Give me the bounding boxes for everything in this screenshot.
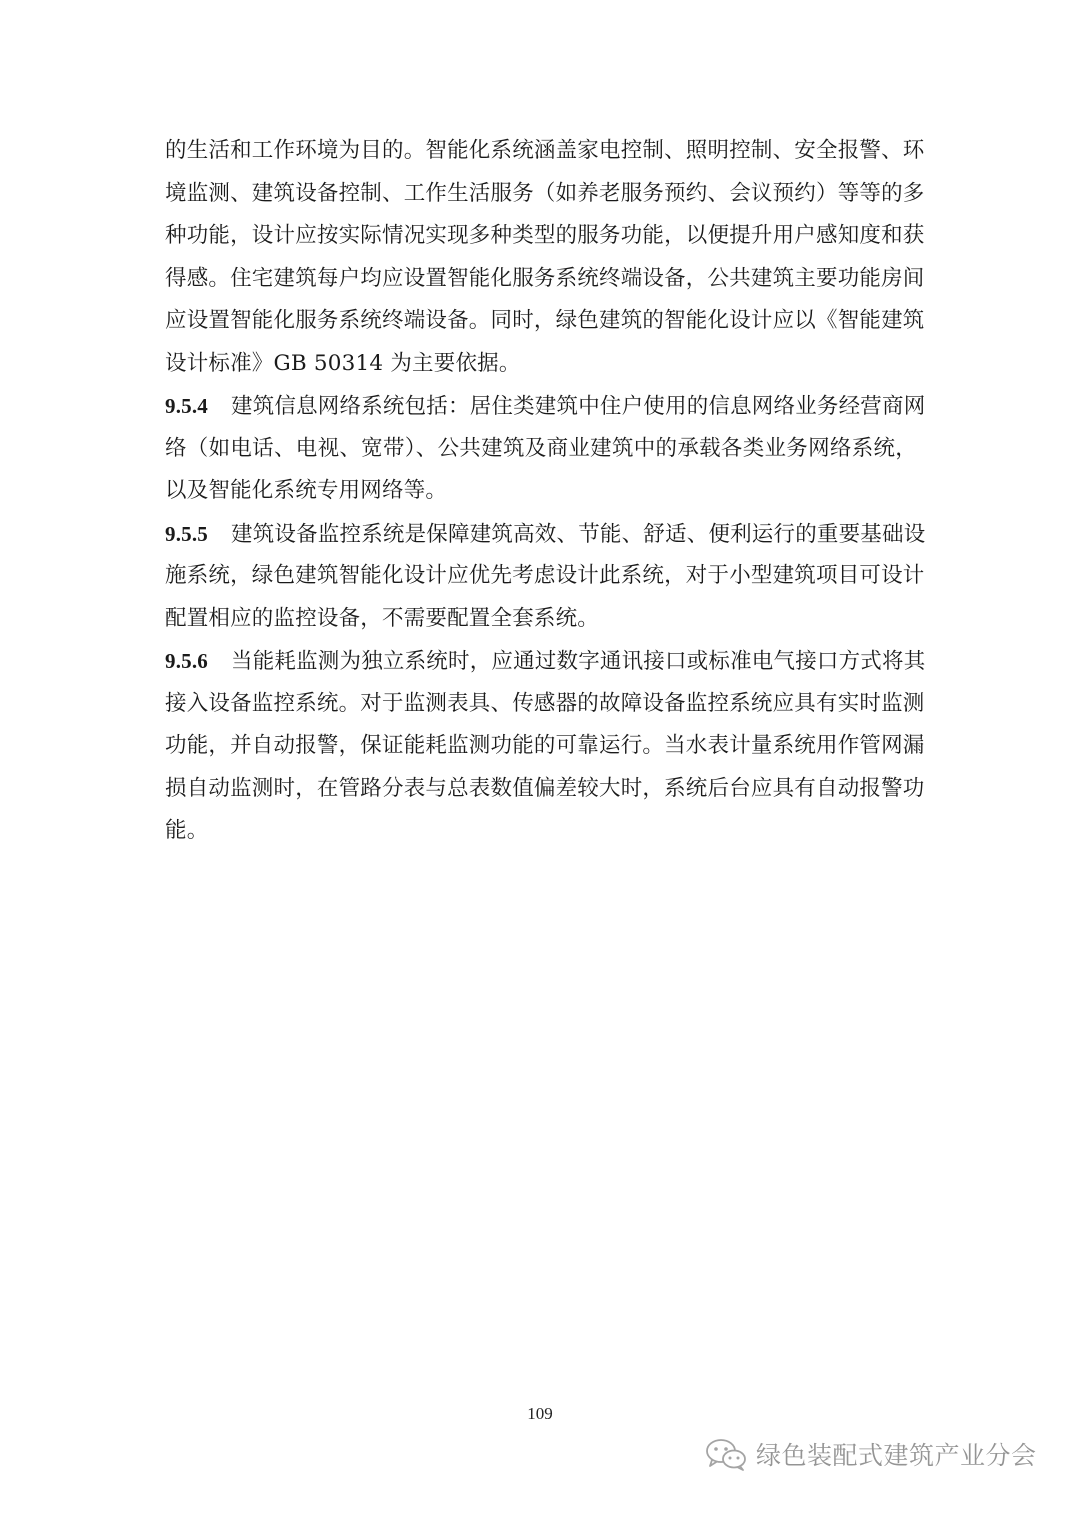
- text-line: 损自动监测时，在管路分表与总表数值偏差较大时，系统后台应具有自动报警功: [165, 775, 925, 801]
- clause-number: 9.5.4: [165, 394, 208, 418]
- text-line: 施系统，绿色建筑智能化设计应优先考虑设计此系统，对于小型建筑项目可设计: [165, 563, 925, 588]
- body-text: [165, 130, 926, 853]
- text-line: 种功能，设计应按实际情况实现多种类型的服务功能，以便提升用户感知度和获: [165, 223, 925, 248]
- text-line: 得感。住宅建筑每户均应设置智能化服务系统终端设备，公共建筑主要功能房间: [165, 265, 925, 291]
- watermark-text: 绿色装配式建筑产业分会: [756, 1441, 1037, 1470]
- text-line: 的生活和工作环境为目的。智能化系统涵盖家电控制、照明控制、安全报警、环: [165, 138, 925, 163]
- watermark: [704, 1436, 1037, 1472]
- text-line: 境监测、建筑设备控制、工作生活服务（如养老服务预约、会议预约）等等的多: [165, 180, 925, 206]
- clause-9-5-4-line: [165, 385, 926, 428]
- text-line: 配置相应的监控设备，不需要配置全套系统。: [165, 605, 600, 631]
- text-line: 功能，并自动报警，保证能耗监测功能的可靠运行。当水表计量系统用作管网漏: [165, 733, 925, 758]
- clause-text: 当能耗监测为独立系统时，应通过数字通讯接口或标准电气接口方式将其: [231, 649, 926, 674]
- clause-9-5-6-line: [165, 640, 926, 683]
- clause-number: 9.5.5: [165, 521, 208, 546]
- text-line: 络（如电话、电视、宽带）、公共建筑及商业建筑中的承载各类业务网络系统，: [165, 435, 917, 461]
- text-line: 应设置智能化服务系统终端设备。同时，绿色建筑的智能化设计应以《智能建筑: [165, 308, 925, 333]
- text-line: 能。: [165, 818, 209, 843]
- clause-number: 9.5.6: [165, 649, 208, 673]
- clause-text: 建筑设备监控系统是保障建筑高效、节能、舒适、便利运行的重要基础设: [231, 521, 926, 547]
- page-number: 109: [527, 1404, 553, 1423]
- text-line: 接入设备监控系统。对于监测表具、传感器的故障设备监控系统应具有实时监测: [165, 690, 925, 716]
- text-line: 设计标准》GB 50314 为主要依据。: [165, 350, 521, 376]
- clause-text: 建筑信息网络系统包括：居住类建筑中住户使用的信息网络业务经营商网: [231, 394, 926, 419]
- text-line: 以及智能化系统专用网络等。: [165, 478, 448, 503]
- clause-9-5-5-line: [165, 513, 926, 556]
- wechat-icon: [704, 1436, 748, 1472]
